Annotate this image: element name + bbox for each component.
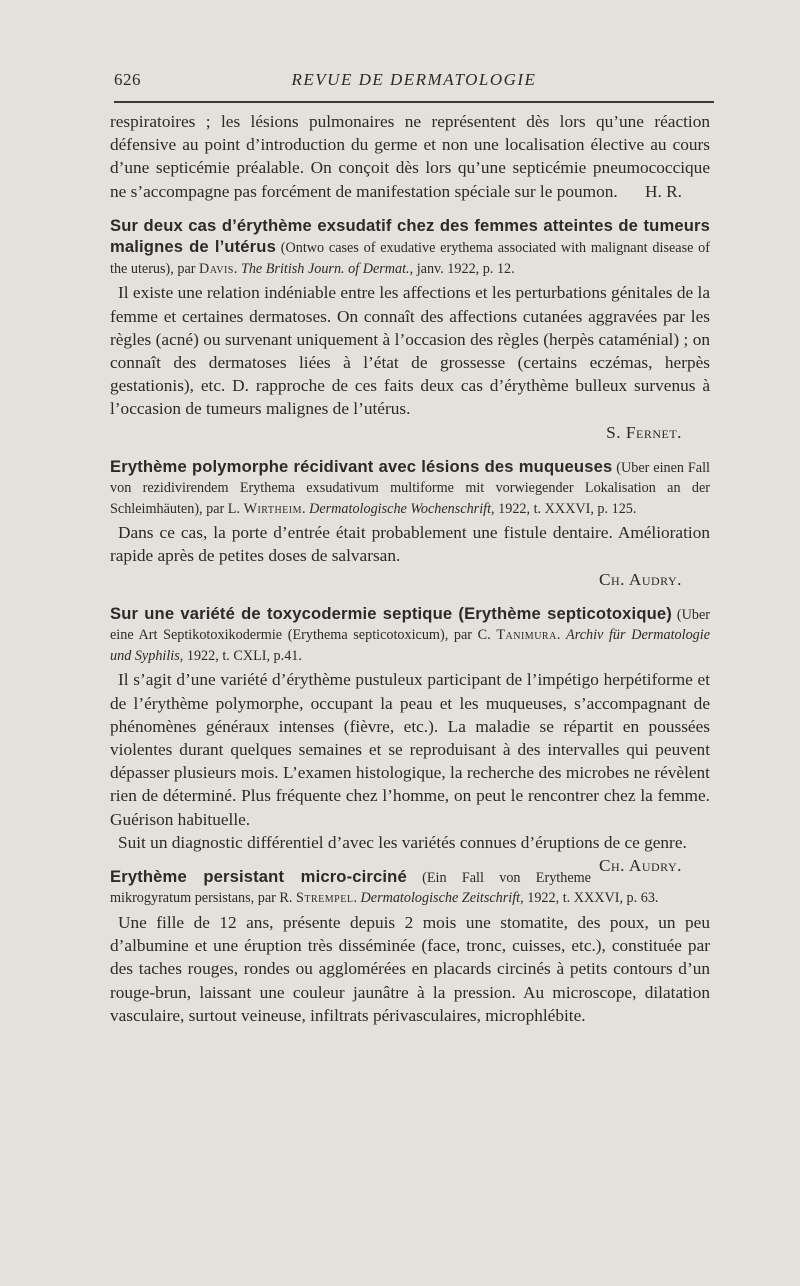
page-header — [114, 70, 714, 94]
article-3-abstract-2-text: Suit un diagnostic différentiel d’avec les variétés connues d’éruptions de ce genre. — [118, 832, 687, 852]
intro-signature: H. R. — [645, 181, 682, 201]
article-2-ref-b: . — [302, 500, 310, 517]
article-3-title: Sur une variété de toxycodermie septique (Erythème septicotoxique) — [110, 603, 672, 623]
article-2-journal: Dermatologische Wochenschrift — [309, 500, 492, 517]
article-3-journal: Archiv für Dermatologie und Syphilis — [110, 627, 711, 664]
article-4 — [110, 867, 710, 1027]
article-3-author: Tanimura — [496, 627, 557, 644]
article-2-ref-c: , 1922, t. XXXVI, p. 125. — [491, 500, 637, 517]
article-4-ref-a: (Ein Fall von Erytheme mikrogyratum persistans, par R. — [110, 869, 591, 907]
article-1-ref-c: , janv. 1922, p. 12. — [409, 260, 515, 277]
article-4-abstract: Une fille de 12 ans, présente depuis 2 mois une stomatite, des poux, un peu d’albumine et une éruption très disséminée (face, tronc, cuisses, etc.), constituée par des taches rouges, rondes ou agglomérées en placards circinés à petits contours d’un rouge-brun, laissant une couleur jaunâtre à la pression. Au microscope, dilatation vasculaire, surtout veineuse, infiltrats périvasculaires, microphlébite. — [110, 912, 710, 1025]
article-2-ref-a: (Uber einen Fall von rezidivirendem Erythema exsudativum multiforme mit vorwiegender Lokalisation an der Schleimhäuten), par L. — [110, 459, 710, 517]
intro-text: respiratoires ; les lésions pulmonaires ne représentent dès lors qu’une réaction défensive au point d’introduction du germe et non une localisation élective au cours d’une septicémie préalable. On conçoit dès lors qu’une septicémie pneumococcique ne s’accompagne pas forcément de manifestation spéciale sur le poumon. — [110, 112, 710, 201]
article-4-ref-b: . — [353, 890, 361, 907]
article-3-heading — [110, 604, 710, 667]
page-number: 626 — [114, 70, 141, 89]
article-2 — [110, 457, 710, 591]
article-4-journal: Dermatologische Zeitschrift — [360, 890, 521, 907]
article-2-signature: Ch. Audry. — [598, 569, 682, 589]
article-3-ref-c: , 1922, t. CXLI, p.41. — [179, 647, 302, 664]
article-1 — [110, 216, 710, 444]
article-2-heading — [110, 457, 710, 520]
article-1-author: Davis — [199, 260, 234, 277]
page-body — [110, 110, 710, 1027]
article-1-signature: S. Fernet. — [606, 422, 682, 442]
article-4-title: Erythème persistant micro-circiné — [110, 866, 407, 886]
article-3-ref-a: (Uber eine Art Septikotoxikodermie (Erythema septicotoxicum), par C. — [110, 606, 710, 644]
article-3-ref-b: . — [556, 627, 567, 644]
article-3-signature: Ch. Audry. — [598, 855, 682, 875]
article-2-abstract: Dans ce cas, la porte d’entrée était probablement une fistule dentaire. Amélioration rapide après de petites doses de salvarsan. — [110, 523, 710, 566]
article-2-title: Erythème polymorphe récidivant avec lésions des muqueuses — [110, 456, 613, 476]
running-title: REVUE DE DERMATOLOGIE — [291, 70, 537, 89]
article-3-abstract: Il s’agit d’une variété d’érythème pustuleux participant de l’impétigo herpétiforme et de l’érythème polymorphe, occupant la peau et les muqueuses, s’accompagnant de phénomènes généraux intenses (fièvre, etc.). La maladie se répartit en poussées violentes durant quelques semaines et se reproduisant à des intervalles qui peuvent dépasser plusieurs mois. L’examen histologique, la recherche des microbes ne révèlent rien de déterminé. Plus fréquente chez l’homme, on peut le rencontrer chez la femme. Guérison habituelle. — [110, 670, 710, 829]
article-1-title: Sur deux cas d’érythème exsudatif chez des femmes atteintes de tumeurs malignes de l’utérus — [110, 215, 710, 257]
article-3-abstract-2 — [110, 831, 710, 875]
article-4-ref-c: , 1922, t. XXXVI, p. 63. — [520, 890, 659, 907]
article-1-ref-b: . — [233, 260, 241, 277]
header-rule — [114, 101, 714, 103]
article-4-author: Strempel — [295, 890, 354, 907]
article-1-journal: The British Journ. of Dermat. — [240, 260, 410, 277]
article-1-heading — [110, 216, 710, 280]
article-1-abstract: Il existe une relation indéniable entre les affections et les perturbations génitales de la femme et certaines dermatoses. On connaît des affections cutanées aggravées par les règles (acné) ou survenant uniquement à l’occasion des règles (herpès cataménial) ; on connaît des dermatoses liées à l’état de grossesse (certains eczémas, herpès gestationis), etc. D. rapproche de ces faits deux cas d’érythème bulleux survenus à l’occasion de tumeurs malignes de l’utérus. — [110, 283, 710, 419]
article-3 — [110, 603, 711, 875]
intro-paragraph — [110, 110, 710, 203]
article-2-author: Wirtheim — [243, 500, 303, 517]
article-1-ref-a: (Ontwo cases of exudative erythema associated with malignant disease of the uterus), par — [110, 240, 710, 277]
